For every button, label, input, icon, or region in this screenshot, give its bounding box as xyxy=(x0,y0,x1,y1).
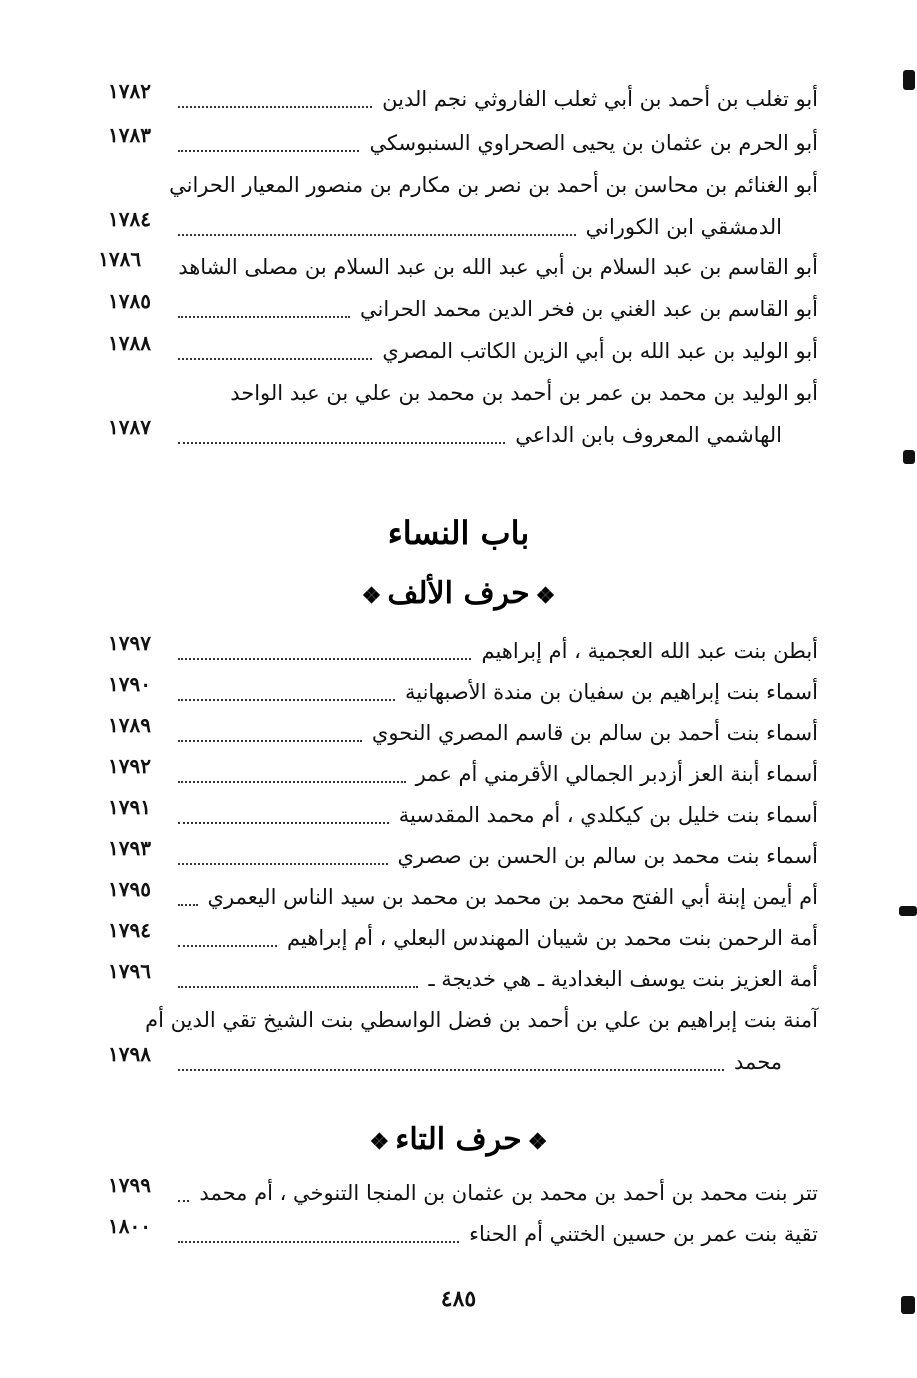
entry-name: أمة العزيز بنت يوسف البغدادية ـ هي خديجة ـ xyxy=(428,967,818,991)
index-entry xyxy=(108,959,818,1004)
entry-number: ١٨٠٠ xyxy=(108,1214,151,1238)
leader-dots xyxy=(178,106,372,108)
letter-heading-text: حرف الألف xyxy=(387,576,530,611)
leader-dots xyxy=(178,1069,724,1071)
entry-name: أبو الغنائم بن محاسن بن أحمد بن نصر بن مكارم بن منصور المعيار الحراني xyxy=(169,173,818,197)
entry-number: ١٧٩٢ xyxy=(108,754,151,778)
scan-mark xyxy=(899,906,917,916)
index-entry xyxy=(108,836,818,881)
leader-dots xyxy=(178,986,418,988)
scan-mark xyxy=(903,450,915,464)
entry-name: أمة الرحمن بنت محمد بن شيبان المهندس البعلي ، أم إبراهيم xyxy=(286,926,818,950)
scan-mark xyxy=(903,70,915,90)
index-entry xyxy=(108,631,818,676)
entry-number: ١٧٨٩ xyxy=(108,713,151,737)
entry-name: أسماء بنت محمد بن سالم بن الحسن بن صصري xyxy=(397,844,818,868)
index-entry xyxy=(108,331,818,376)
entry-number: ١٧٨٨ xyxy=(108,331,151,355)
entry-name: أبو الحرم بن عثمان بن يحيى الصحراوي السنبوسكي xyxy=(369,131,818,155)
ornament-icon: ❖ xyxy=(527,1129,548,1155)
index-entry xyxy=(108,672,818,717)
leader-dots xyxy=(178,1241,459,1243)
leader-dots xyxy=(178,904,198,906)
leader-dots xyxy=(178,863,388,865)
entry-name: تتر بنت محمد بن أحمد بن محمد بن عثمان بن المنجا التنوخي ، أم محمد xyxy=(199,1181,818,1205)
index-entry xyxy=(108,754,818,799)
entry-name: تقية بنت عمر بن حسين الختني أم الحناء xyxy=(469,1222,818,1246)
entry-name: أبو القاسم بن عبد السلام بن أبي عبد الله بن عبد السلام بن مصلى الشاهد xyxy=(178,255,818,279)
page-number: ٤٨٥ xyxy=(440,1286,477,1312)
entry-number: ١٧٨٣ xyxy=(108,123,151,147)
index-entry xyxy=(108,289,818,334)
index-entry xyxy=(108,795,818,840)
entry-continuation: الهاشمي المعروف بابن الداعي xyxy=(515,423,782,447)
index-entry xyxy=(98,247,818,292)
entry-name: أسماء بنت إبراهيم بن سفيان بن مندة الأصبهانية xyxy=(404,680,818,704)
leader-dots xyxy=(178,945,277,947)
entry-number: ١٧٩٩ xyxy=(108,1173,151,1197)
entry-number: ١٧٩٦ xyxy=(108,959,151,983)
entry-name: أم أيمن إبنة أبي الفتح محمد بن محمد بن محمد بن سيد الناس اليعمري xyxy=(207,885,818,909)
letter-heading-text: حرف التاء xyxy=(395,1122,522,1157)
entry-number: ١٧٩٨ xyxy=(108,1042,151,1066)
entry-name: أسماء أبنة العز أزدبر الجمالي الأقرمني أم عمر xyxy=(415,762,818,786)
entry-name: أبو تغلب بن أحمد بن أبي ثعلب الفاروثي نجم الدين xyxy=(382,87,818,111)
entry-number: ١٧٩٠ xyxy=(108,672,151,696)
leader-dots xyxy=(178,316,350,318)
leader-dots xyxy=(178,1200,189,1202)
index-entry xyxy=(108,168,818,252)
index-entry xyxy=(108,877,818,922)
entry-number: ١٧٨٧ xyxy=(108,415,151,439)
entry-number: ١٧٨٢ xyxy=(108,79,151,103)
entry-name: أبطن بنت عبد الله العجمية ، أم إبراهيم xyxy=(481,639,818,663)
index-entry xyxy=(108,376,818,460)
leader-dots xyxy=(178,234,576,236)
entry-number: ١٧٩١ xyxy=(108,795,151,819)
index-entry xyxy=(108,123,818,168)
entry-continuation: محمد xyxy=(734,1050,782,1074)
leader-dots xyxy=(178,822,389,824)
leader-dots xyxy=(178,699,395,701)
index-entry xyxy=(108,1173,818,1218)
entry-name: أبو الوليد بن محمد بن عمر بن أحمد بن محمد بن علي بن عبد الواحد xyxy=(230,381,818,405)
letter-heading-alif xyxy=(0,576,917,611)
entry-number: ١٧٨٥ xyxy=(108,289,151,313)
entry-number: ١٧٩٥ xyxy=(108,877,151,901)
leader-dots xyxy=(178,740,362,742)
entry-number: ١٧٨٦ xyxy=(98,247,142,271)
ornament-icon: ❖ xyxy=(361,583,382,609)
leader-dots xyxy=(178,781,406,783)
index-entry xyxy=(108,713,818,758)
entry-number: ١٧٩٧ xyxy=(108,631,151,655)
entry-number: ١٧٩٣ xyxy=(108,836,151,860)
entry-name: أسماء بنت خليل بن كيكلدي ، أم محمد المقدسية xyxy=(398,803,818,827)
entry-name: أبو الوليد بن عبد الله بن أبي الزين الكاتب المصري xyxy=(382,339,818,363)
entry-number: ١٧٩٤ xyxy=(108,918,151,942)
index-entry xyxy=(108,1003,818,1087)
leader-dots xyxy=(178,442,505,444)
entry-name: أسماء بنت أحمد بن سالم بن قاسم المصري النحوي xyxy=(371,721,818,745)
entry-continuation: الدمشقي ابن الكوراني xyxy=(585,215,782,239)
entry-number: ١٧٨٤ xyxy=(108,207,151,231)
entry-name: أبو القاسم بن عبد الغني بن فخر الدين محمد الحراني xyxy=(360,297,818,321)
leader-dots xyxy=(178,150,359,152)
leader-dots xyxy=(178,358,372,360)
index-entry xyxy=(108,79,818,124)
ornament-icon: ❖ xyxy=(535,583,556,609)
entry-name: آمنة بنت إبراهيم بن علي بن أحمد بن فضل الواسطي بنت الشيخ تقي الدين أم xyxy=(145,1008,818,1032)
letter-heading-ta xyxy=(0,1122,917,1157)
index-entry xyxy=(108,918,818,963)
leader-dots xyxy=(178,658,471,660)
section-heading: باب النساء xyxy=(387,514,530,552)
ornament-icon: ❖ xyxy=(369,1129,390,1155)
index-entry xyxy=(108,1214,818,1259)
